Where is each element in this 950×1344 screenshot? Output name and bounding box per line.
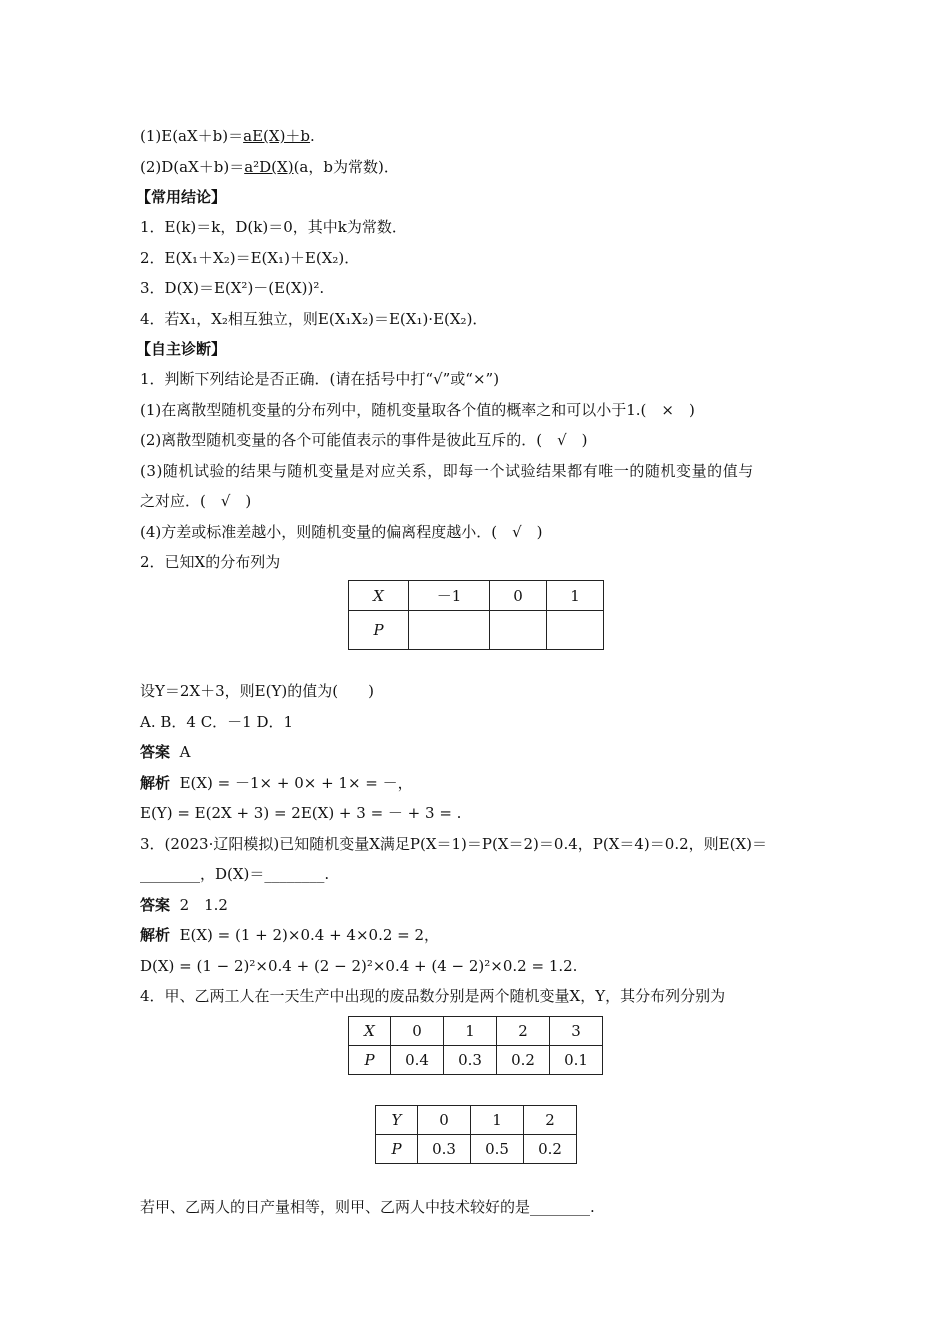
table-row bbox=[349, 581, 604, 611]
analysis-label: 解析 bbox=[140, 774, 171, 792]
table-row bbox=[349, 1046, 603, 1075]
table-cell: P bbox=[376, 1135, 418, 1164]
q2-question: 设Y＝2X＋3，则E(Y)的值为( ) bbox=[140, 682, 374, 700]
q1-item-2: (2)离散型随机变量的各个可能值表示的事件是彼此互斥的．( √ ) bbox=[140, 431, 588, 449]
table-cell: 0.1 bbox=[550, 1046, 603, 1075]
answer-label: 答案 bbox=[140, 743, 171, 761]
property-1-prefix: (1)E(aX＋b)＝ bbox=[140, 127, 244, 145]
q2-options: A. B．4 C．－1 D．1 bbox=[140, 713, 294, 731]
q1-item-1: (1)在离散型随机变量的分布列中，随机变量取各个值的概率之和可以小于1.( × ) bbox=[140, 401, 695, 419]
common-conclusion-2: 2．E(X₁＋X₂)＝E(X₁)＋E(X₂)． bbox=[140, 249, 360, 267]
self-diagnosis-heading: 【自主诊断】 bbox=[136, 340, 227, 358]
table-cell: 0.5 bbox=[471, 1135, 524, 1164]
common-conclusion-4: 4．若X₁，X₂相互独立，则E(X₁X₂)＝E(X₁)·E(X₂)． bbox=[140, 310, 488, 328]
common-conclusion-3: 3．D(X)＝E(X²)－(E(X))². bbox=[140, 279, 325, 297]
q4-table-x bbox=[348, 1016, 603, 1075]
q3-stem-2: ________，D(X)＝________. bbox=[140, 865, 330, 883]
table-cell: 1 bbox=[547, 581, 604, 611]
common-conclusion-1: 1．E(k)＝k，D(k)＝0，其中k为常数． bbox=[140, 218, 407, 236]
table-cell: P bbox=[349, 1046, 391, 1075]
q1-item-3-cont: 之对应．( √ ) bbox=[140, 492, 252, 510]
analysis-text: E(X) = －1× + 0× + 1× = －， bbox=[179, 774, 413, 792]
q2-analysis-1 bbox=[140, 773, 413, 793]
common-conclusions-heading: 【常用结论】 bbox=[136, 188, 227, 206]
property-2-prefix: (2)D(aX＋b)＝ bbox=[140, 158, 245, 176]
q2-distribution-table bbox=[348, 580, 604, 650]
table-row bbox=[349, 1017, 603, 1046]
table-cell: 1 bbox=[444, 1017, 497, 1046]
table-cell bbox=[547, 611, 604, 650]
q2-analysis-2: E(Y) = E(2X + 3) = 2E(X) + 3 = － + 3 = . bbox=[140, 804, 462, 822]
q3-answer bbox=[140, 895, 228, 915]
property-1 bbox=[140, 126, 315, 146]
table-cell: 2 bbox=[524, 1106, 577, 1135]
q1-item-3: (3)随机试验的结果与随机变量是对应关系，即每一个试验结果都有唯一的随机变量的值与 bbox=[140, 462, 754, 480]
table-cell: 0.2 bbox=[524, 1135, 577, 1164]
table-cell: 0.3 bbox=[444, 1046, 497, 1075]
property-2-suffix: (a，b为常数)． bbox=[293, 158, 399, 176]
analysis-text: E(X) = (1 + 2)×0.4 + 4×0.2 = 2， bbox=[179, 926, 440, 944]
table-cell: 1 bbox=[471, 1106, 524, 1135]
table-cell: 2 bbox=[497, 1017, 550, 1046]
answer-value: A bbox=[179, 743, 191, 761]
answer-label: 答案 bbox=[140, 896, 171, 914]
q4-stem: 4．甲、乙两工人在一天生产中出现的废品数分别是两个随机变量X，Y，其分布列分别为 bbox=[140, 987, 726, 1005]
q3-stem-1: 3．(2023·辽阳模拟)已知随机变量X满足P(X＝1)＝P(X＝2)＝0.4，P(X＝4)＝0.2，则E(X)＝ bbox=[140, 835, 767, 853]
answer-value: 2 1.2 bbox=[179, 896, 228, 914]
q1-stem: 1．判断下列结论是否正确．(请在括号中打“√”或“×”) bbox=[140, 370, 500, 388]
q4-question: 若甲、乙两人的日产量相等，则甲、乙两人中技术较好的是________. bbox=[140, 1198, 595, 1216]
table-row bbox=[376, 1106, 577, 1135]
table-cell: 0 bbox=[490, 581, 547, 611]
table-row bbox=[349, 611, 604, 650]
q4-table-y bbox=[375, 1105, 577, 1164]
table-cell: 0 bbox=[391, 1017, 444, 1046]
table-cell: Y bbox=[376, 1106, 418, 1135]
table-cell: 0 bbox=[418, 1106, 471, 1135]
q1-item-4: (4)方差或标准差越小，则随机变量的偏离程度越小．( √ ) bbox=[140, 523, 543, 541]
table-cell: －1 bbox=[409, 581, 490, 611]
table-row bbox=[376, 1135, 577, 1164]
q2-stem: 2．已知X的分布列为 bbox=[140, 553, 281, 571]
table-cell: 3 bbox=[550, 1017, 603, 1046]
q2-answer bbox=[140, 742, 190, 762]
table-cell: 0.3 bbox=[418, 1135, 471, 1164]
table-cell bbox=[409, 611, 490, 650]
table-cell: P bbox=[349, 611, 409, 650]
table-cell: 0.4 bbox=[391, 1046, 444, 1075]
property-1-formula: aE(X)＋b bbox=[243, 127, 311, 145]
q3-analysis-2: D(X) = (1 − 2)²×0.4 + (2 − 2)²×0.4 + (4 − 2)²×0.2 = 1.2. bbox=[140, 957, 578, 975]
table-cell: 0.2 bbox=[497, 1046, 550, 1075]
property-1-suffix: . bbox=[310, 127, 315, 145]
q3-analysis-1 bbox=[140, 925, 439, 945]
property-2 bbox=[140, 157, 399, 177]
property-2-formula: a²D(X) bbox=[244, 158, 294, 176]
analysis-label: 解析 bbox=[140, 926, 171, 944]
table-cell: X bbox=[349, 581, 409, 611]
table-cell bbox=[490, 611, 547, 650]
table-cell: X bbox=[349, 1017, 391, 1046]
